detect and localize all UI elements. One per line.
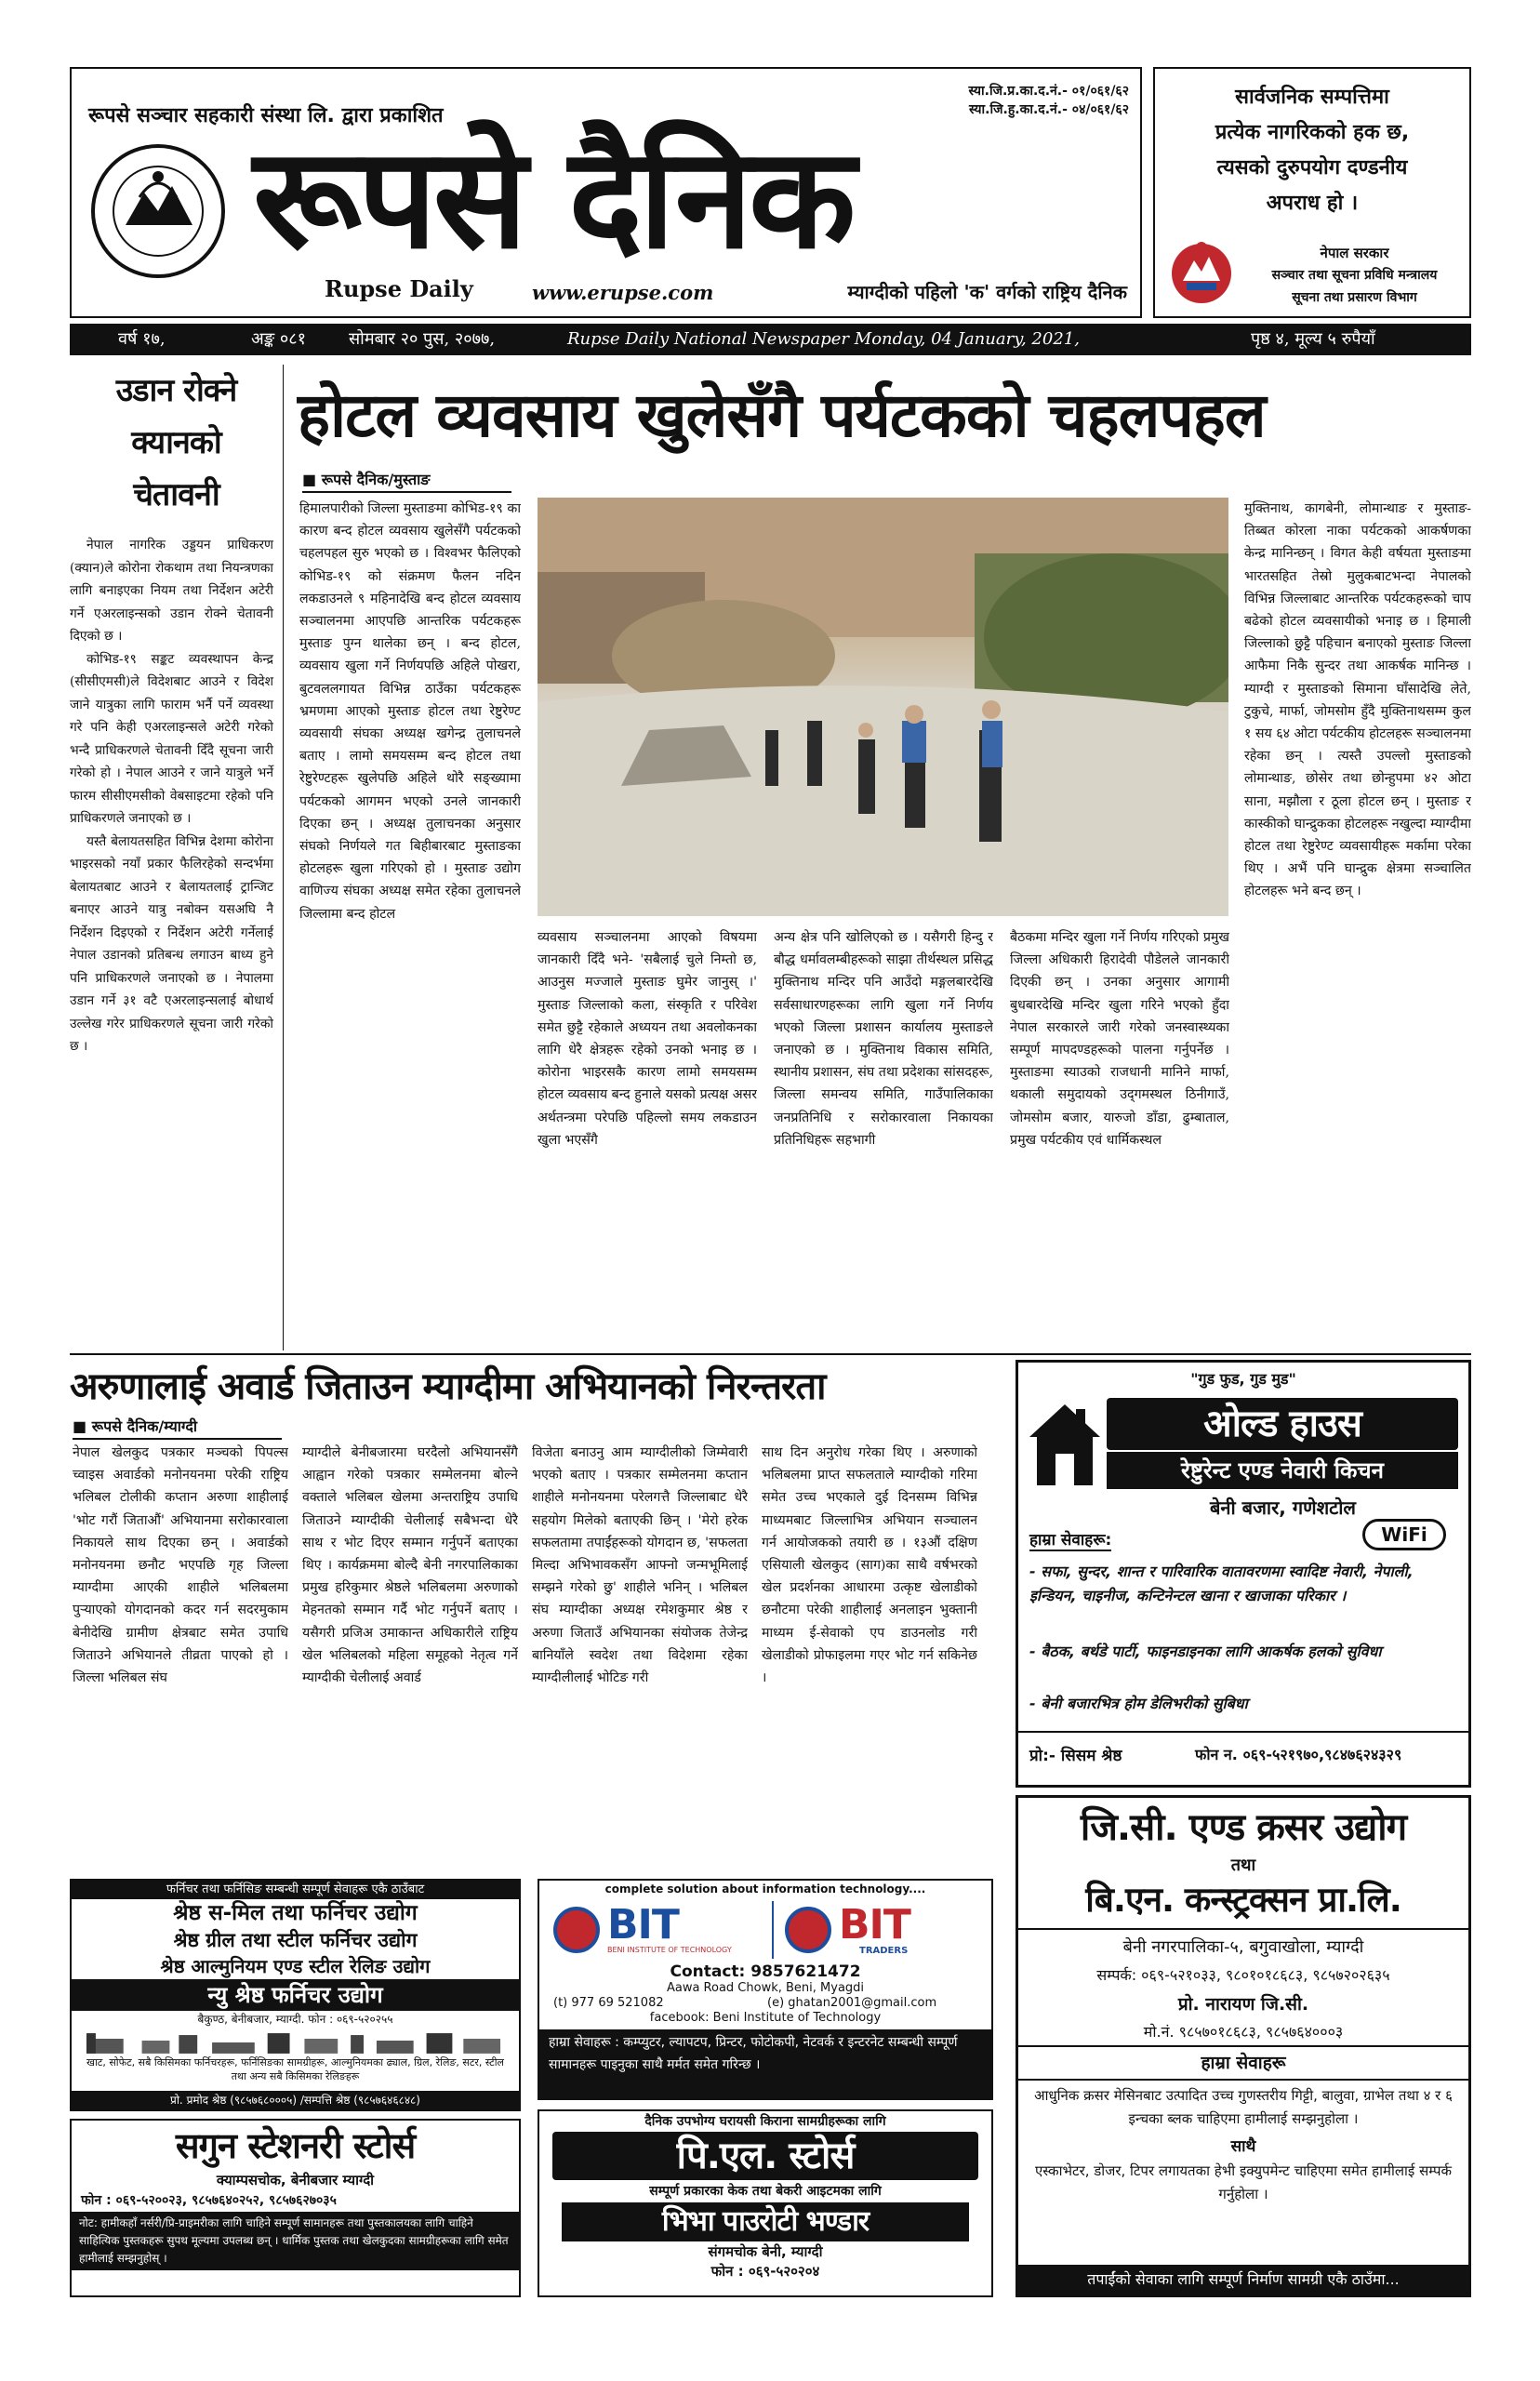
wifi-icon: WiFi	[1362, 1519, 1446, 1550]
ad-old-house-item: - सफा, सुन्दर, शान्त र पारिवारिक वातावरणमा स्वादिष्ट नेवारी, नेपाली, इन्डियन, चाइनीज, कन्टिनेन्टल खाना र खाजाका परिकार ।	[1029, 1563, 1414, 1604]
ad-pl-phone: फोन : ०६९-५२०२०४	[710, 2263, 820, 2280]
registration-line-1: स्या.जि.प्र.का.द.नं.- ०१/०६१/६२	[968, 84, 1129, 99]
ad-crusher-footer: तपाईंको सेवाका लागि सम्पूर्ण निर्माण सामग्री एकै ठाउँमा...	[1018, 2265, 1468, 2295]
ad-bit-contact: Contact: 9857621472	[670, 1962, 861, 1981]
ad-old-house-services-label: हाम्रा सेवाहरू:	[1029, 1528, 1111, 1551]
ad-bit-top: complete solution about information technology....	[604, 1882, 926, 1895]
dateline-issue: अङ्क ०८१	[251, 329, 306, 349]
side-story-title-1: उडान रोक्ने	[115, 372, 237, 409]
ad-sagun-note: नोट: हामीकहाँ नर्सरी/प्रि-प्राइमरीका लागि चाहिने सम्पूर्ण सामानहरू तथा पुस्तकालयका लागि चाहिने साहित्यिक पुस्तकहरू सुपथ मूल्यमा उपलब्ध छन् । धार्मिक पुस्तक तथा खेलकुदका सामग्रीहरूका लागि समेत हामीलाई सम्झनुहोस् ।	[72, 2212, 519, 2270]
title-english: Rupse Daily	[325, 275, 473, 302]
ad-furniture-footer: प्रो. प्रमोद श्रेष्ठ (९८५७६८०००५) /सम्पत्ति श्रेष्ठ (९८५७६४६८४८)	[72, 2091, 519, 2109]
dateline-nepali-date: सोमबार २० पुस, २०७७,	[349, 329, 496, 349]
public-notice-line-2: प्रत्येक नागरिकको हक छ,	[1215, 121, 1410, 144]
ad-old-house-proprietor: प्रो:- सिसम श्रेष्ठ	[1029, 1747, 1122, 1765]
lead-column-4: बैठकमा मन्दिर खुला गर्ने निर्णय गरिएको प्रमुख जिल्ला अधिकारी हिरादेवी पौडेलले जानकारी दिएकी छन् । उनका अनुसार आगामी बुधबारदेखि मन्दिर खुला गरिने भएको हुँदा नेपाल सरकारले जारी गरेको जनस्वास्थ्यका सम्पूर्ण मापदण्डहरूको पालना गर्नुपर्नेछ । मुस्ताङमा स्याउको राजधानी मानिने मार्फा, थकाली समुदायको उद्‍गमस्थल ठिनीगाउँ, जोमसोम बजार, यारुजो डाँडा, ढुम्बाताल, प्रमुख पर्यटकीय एवं धार्मिकस्थल	[1010, 930, 1229, 1148]
ad-pl-bakery: भिभा पाउरोटी भण्डार	[562, 2202, 969, 2241]
notice-org-3: सूचना तथा प्रसारण विभाग	[1292, 290, 1417, 305]
ad-bit-phone: (t) 977 69 521082	[553, 1996, 664, 2010]
ad-old-house-tag: "गुड फुड, गुड मुड"	[1190, 1370, 1296, 1388]
ad-furniture-line: न्यु श्रेष्ठ फर्निचर उद्योग	[72, 1979, 519, 2011]
registration-line-2: स्या.जि.हु.का.द.नं.- ०४/०६१/६२	[968, 102, 1129, 117]
ad-old-house-item: - बैठक, बर्थडे पार्टी, फाइनडाइनका लागि आकर्षक हलको सुविधा	[1029, 1643, 1382, 1660]
ad-old-house-phone: फोन न. ०६९-५२१९७०,९८४७६२४३२९	[1195, 1746, 1402, 1763]
ad-sagun-name: सगुन स्टेशनरी स्टोर्स	[175, 2125, 416, 2166]
ad-crusher-services-title: हाम्रा सेवाहरू	[1018, 2045, 1468, 2081]
ad-crusher-services-2: एस्काभेटर, डोजर, टिपर लगायतका हेभी इक्युपमेन्ट चाहिएमा समेत हामीलाई सम्पर्क गर्नुहोला ।	[1034, 2162, 1453, 2202]
masthead	[70, 67, 1142, 318]
ad-crusher	[1016, 1795, 1471, 2297]
ad-bit-services: हाम्रा सेवाहरू : कम्प्युटर, ल्यापटप, प्रिन्टर, फोटोकपी, नेटवर्क र इन्टरनेट सम्बन्धी सम्पूर्ण सामानहरू पाइनुका साथै मर्मत समेत गरिन्छ ।	[539, 2029, 991, 2098]
public-notice-line-4: अपराध हो ।	[1266, 192, 1359, 215]
ad-sagun-address: क्याम्पसचोक, बेनीबजार म्याग्दी	[216, 2172, 375, 2188]
bit-logo-left	[553, 1901, 749, 1959]
ad-pl-subtitle: सम्पूर्ण प्रकारका केक तथा बेकरी आइटमका लागि	[649, 2184, 882, 2199]
ad-furniture-description: खाट, सोफेट, सबै किसिमका फर्निचरहरू, फर्निसिङका सामग्रीहरू, आल्मुनियमका ढ्याल, ग्रिल, रेलिङ, सटर, स्टील तथा अन्य सबै किसिमका रेलिङहरू	[86, 2056, 505, 2082]
side-story-title-2: क्यानको	[131, 424, 221, 461]
public-notice-box	[1153, 67, 1471, 318]
ad-sagun	[70, 2119, 521, 2297]
dateline-pages: पृष्ठ ४, मूल्य ५ रुपैयाँ	[1251, 329, 1375, 349]
ad-crusher-mobile: मो.नं. ९८५७०१८६८३, ९८५७६४०००३	[1143, 2023, 1344, 2041]
trekkers-photo	[538, 498, 1228, 916]
bit-logo-right	[772, 1901, 976, 1959]
dateline-year: वर्ष १७,	[118, 329, 166, 349]
notice-org-1: नेपाल सरकार	[1320, 245, 1389, 261]
second-byline: ■ रूपसे दैनिक/म्याग्दी	[73, 1416, 282, 1440]
second-column-1: नेपाल खेलकुद पत्रकार मञ्चको पिपल्स च्वाइस अवार्डको मनोनयनमा परेकी राष्ट्रिय भलिबल टोलीकी कप्तान अरुणा शाहीलाई 'भोट गरौं जिताऔं' अभियानमा सरोकारवाला निकायले साथ दिएका छन् । अवार्डको मनोनयनमा छनौट भएपछि गृह जिल्ला म्याग्दीमा आएकी शाहीले भलिबलमा पुऱ्याएको योगदानको कदर गर्न सदरमुकाम बेनीदेखि ग्रामीण क्षेत्रबाट समेत उपाधि जिताउने अभियानले तीव्रता पाएको हो । जिल्ला भलिबल संघ	[73, 1445, 288, 1686]
side-story	[70, 365, 284, 1350]
ad-sagun-phone: फोन : ०६९-५२००२३, ९८५७६४०२५२, ९८५७६२७०३५	[81, 2193, 337, 2208]
lead-column-5: मुक्तिनाथ, कागबेनी, लोमान्थाङ र मुस्ताङ-तिब्बत कोरला नाका पर्यटकको आकर्षणका केन्द्र मानिन्छन् । विगत केही वर्षयता मुस्ताङमा भारतसहित तेस्रो मुलुकबाटभन्दा नेपालको विभिन्न जिल्लाबाट आन्तरिक पर्यटकहरूको चाप बढेको होटल व्यवसायीको भनाइ छ । हिमाली जिल्लाको छुट्टै पहिचान बनाएको मुस्ताङ जिल्ला आफैमा निकै सुन्दर तथा आकर्षक मानिन्छ । म्याग्दी र मुस्ताङको सिमाना घाँसादेखि लेते, टुकुचे, मार्फा, जोमसोम हुँदै मुक्तिनाथसम्म कुल १ सय ६४ ओटा पर्यटकीय होटलहरू सञ्चालनमा रहेका छन् । त्यस्तै उपल्लो मुस्ताङको लोमान्थाङ, छोसेर तथा छोन्हुपमा ४२ ओटा साना, मझौला र ठूला होटल छन् । मुस्ताङ र कास्कीको घान्द्रुकका होटलहरू नखुल्दा म्याग्दीमा होटल तथा रेष्टुरेण्ट व्यवसायीहरू मर्कामा परेका थिए । अभैं पनि घान्द्रुक क्षेत्रमा सञ्चालित होटलहरू भने बन्द छन् ।	[1244, 501, 1471, 899]
ad-furniture-line: श्रेष्ठ ग्रील तथा स्टील फर्निचर उद्योग	[173, 1929, 418, 1951]
logo-seal	[88, 141, 228, 281]
second-column-4: साथ दिन अनुरोध गरेका थिए । अरुणाको भलिबलमा प्राप्त सफलताले म्याग्दीको गरिमा समेत उच्च भएकाले दुई दिनसम्म विभिन्न माध्यमबाट जिल्लाभित्र अभियान सञ्चालन गर्न आयोजकको तयारी छ । १३औं दक्षिण एसियाली खेलकुद (साग)का साथै वर्षभरको खेल प्रदर्शनका आधारमा उत्कृष्ट खेलाडीको छनौटमा परेकी शाहीलाई अनलाइन भुक्तानी माध्यम ई-सेवाको एप डाउनलोड गरी खेलाडीको प्रोफाइलमा गएर भोट गर्न सकिनेछ ।	[762, 1445, 977, 1686]
globe-icon	[785, 1907, 831, 1953]
ad-crusher-name-2: बि.एन. कन्स्ट्रक्सन प्रा.लि.	[1085, 1880, 1401, 1920]
ad-old-house-item: - बेनी बजारभित्र होम डेलिभरीको सुबिधा	[1029, 1695, 1248, 1712]
ad-pl-stores	[538, 2109, 993, 2297]
globe-icon	[553, 1907, 600, 1953]
ad-pl-address: संगमचोक बेनी, म्याग्दी	[708, 2243, 823, 2260]
second-column-2: म्याग्दीले बेनीबजारमा घरदैलो अभियानसँगै आह्वान गरेको पत्रकार सम्मेलनमा बोल्ने वक्ताले भलिबल खेलमा अन्तराष्ट्रिय उपाधि जिताउने म्याग्दीकी चेलीलाई सबैभन्दा धेरै साथ र भोट दिएर सम्मान गर्नुपर्ने बताएका थिए । कार्यक्रममा बोल्दै बेनी नगरपालिकाका प्रमुख हरिकुमार श्रेष्ठले भलिबलमा अरुणाको मेहनतको सम्मान गर्दै भोट गर्नुपर्ने बताए । यसैगरी प्रजिअ उमाकान्त अधिकारीले राष्ट्रिय खेल भलिबलको महिला समूहको नेतृत्व गर्ने म्याग्दीकी चेलीलाई अवार्ड	[302, 1445, 518, 1686]
website: www.erupse.com	[532, 281, 714, 304]
side-story-paragraph: कोभिड-१९ सङ्कट व्यवस्थापन केन्द्र (सीसीएमसी)ले विदेशबाट आउने र विदेश जाने यात्रुका लागि फाराम भर्नै पर्ने व्यवस्था गरे पनि केही एअरलाइन्सले अटेरी गरेको भन्दै प्राधिकरणले चेतावनी दिँदै सूचना जारी गरेको हो । नेपाल आउने र जाने यात्रुले भर्ने फारम सीसीएमसीको वेबसाइटमा रहेको पनि प्राधिकरणले जनाएको छ ।	[70, 651, 273, 826]
ad-bit-email: (e) ghatan2001@gmail.com	[767, 1996, 937, 2010]
public-notice-line-1: सार्वजनिक सम्पत्तिमा	[1235, 86, 1389, 109]
ad-crusher-address: बेनी नगरपालिका-५, बगुवाखोला, म्याग्दी	[1122, 1937, 1364, 1957]
side-story-paragraph: यस्तै बेलायतसहित विभिन्न देशमा कोरोना भाइरसको नयाँ प्रकार फैलिरहेको सन्दर्भमा बेलायतबाट आउने र बेलायतलाई ट्रान्जिट बनाएर आउने यात्रु नबोक्न यसअघि नै निर्देशन दिइएको र निर्देशन अटेरी गर्नेलाई नेपाल उडानको प्रतिबन्ध लगाउन बाध्य हुने पनि प्राधिकरणले जनाएको छ । नेपालमा उडान गर्ने ३१ वटै एअरलाइन्सलाई बोधार्थ उल्लेख गरेर प्राधिकरणले सूचना जारी गरेको छ ।	[70, 833, 273, 1054]
ad-crusher-proprietor: प्रो. नारायण जि.सी.	[1177, 1994, 1309, 2015]
bit-logo-text: BIT	[607, 1901, 679, 1949]
side-story-paragraph: नेपाल नागरिक उड्डयन प्राधिकरण (क्यान)ले कोरोना रोकथाम तथा नियन्त्रणका लागि बनाइएका नियम तथा निर्देशन अटेरी गर्ने एअरलाइन्सको उडान रोक्ने चेतावनी दिएको छ ।	[70, 538, 273, 644]
divider	[1018, 1731, 1468, 1733]
furniture-icons	[72, 2028, 519, 2055]
bit-traders-text: BIT	[839, 1901, 910, 1949]
ad-furniture	[70, 1879, 521, 2111]
lead-byline: ■ रूपसे दैनिक/मुस्ताङ	[302, 469, 511, 493]
ad-pl-name: पि.एल. स्टोर्स	[552, 2132, 978, 2180]
ad-old-house-name: ओल्ड हाउस	[1107, 1398, 1458, 1450]
ad-bit-facebook: facebook: Beni Institute of Technology	[649, 2011, 882, 2025]
ad-pl-top: दैनिक उपभोग्य घरायसी किराना सामग्रीहरूका लागि	[644, 2114, 886, 2129]
dateline-english: Rupse Daily National Newspaper Monday, 04 January, 2021,	[567, 329, 1080, 349]
publisher-line: रूपसे सञ्चार सहकारी संस्था लि. द्वारा प्रकाशित	[88, 104, 444, 127]
lead-column-2: व्यवसाय सञ्चालनमा आएको विषयमा जानकारी दिँदै भने- 'सबैलाई चुले निम्तो छ, आउनुस मज्जाले मुस्ताङ घुमेर जानुस् ।' मुस्ताङ जिल्लाको कला, संस्कृति र परिवेश समेत छुट्टै रहेकाले अध्ययन तथा अवलोकनका लागि धेरै क्षेत्रहरू रहेको उनको भनाइ छ । कोरोना भाइरसकै कारण लामो समयसम्म होटल व्यवसाय बन्द हुनाले यसको प्रत्यक्ष असर अर्थतन्त्रमा परेपछि पहिल्लो समय लकडाउन खुला भएसँगै	[538, 930, 757, 1148]
slogan: म्याग्दीको पहिलो 'क' वर्गको राष्ट्रिय दैनिक	[847, 281, 1127, 303]
house-icon	[1028, 1400, 1102, 1488]
second-headline: अरुणालाई अवार्ड जिताउन म्याग्दीमा अभियानको निरन्तरता	[70, 1365, 826, 1408]
ad-crusher-services-1: आधुनिक क्रसर मेसिनबाट उत्पादित उच्च गुणस्तरीय गिट्टी, बालुवा, ग्राभेल तथा ४ र ६ इन्चका ब्लक चाहिएमा हामीलाई सम्झनुहोला ।	[1034, 2087, 1453, 2127]
bit-logo-subtitle: BENI INSTITUTE OF TECHNOLOGY	[607, 1946, 732, 1954]
ad-old-house-location: बेनी बजार, गणेशटोल	[1210, 1496, 1356, 1519]
ad-furniture-line: श्रेष्ठ आल्मुनियम एण्ड स्टील रेलिङ उद्योग	[160, 1955, 431, 1977]
dateline-bar	[70, 324, 1471, 355]
lead-headline: होटल व्यवसाय खुलेसँगै पर्यटकको चहलपहल	[298, 379, 1266, 451]
ad-old-house	[1016, 1360, 1471, 1788]
ad-old-house-subname: रेष्टुरेन्ट एण्ड नेवारी किचन	[1107, 1452, 1458, 1489]
lead-column-1: हिमालपारीको जिल्ला मुस्ताङमा कोभिड-१९ का कारण बन्द होटल व्यवसाय खुलेसँगै पर्यटकको चहलपहल सुरु भएको छ । विश्वभर फैलिएको कोभिड-१९ को संक्रमण फैलन नदिन लकडाउनले ९ महिनादेखि बन्द होटल व्यवसाय सञ्चालनमा आएपछि आन्तरिक पर्यटकहरू मुस्ताङ पुग्न थालेका छन् । बन्द होटल, व्यवसाय खुला गर्ने निर्णयपछि अहिले पोखरा, बुटवललगायत विभिन्न ठाउँका पर्यटकहरू भ्रमणमा आएको मुस्ताङ होटल तथा रेष्टुरेण्ट व्यवसायी संघका अध्यक्ष खगेन्द्र तुलाचनले बताए । लामो समयसम्म बन्द होटल तथा रेष्टुरेण्टहरू खुलेपछि अहिले थोरै सङ्ख्यामा पर्यटकको आगमन भएको उनले जानकारी दिएका छन् । अध्यक्ष तुलाचनका अनुसार संघको निर्णयले गत बिहीबारबाट मुस्ताङका होटलहरू खुला गरिएको हो । मुस्ताङ उद्योग वाणिज्य संघका अध्यक्ष समेत रहेका तुलाचनले जिल्लामा बन्द होटल	[299, 501, 521, 922]
ad-crusher-name-1: जि.सी. एण्ड क्रसर उद्योग	[1080, 1806, 1407, 1849]
side-story-body	[70, 534, 283, 1058]
newspaper-title: रूपसे दैनिक	[253, 118, 853, 280]
ad-furniture-address: बैकुण्ठ, बेनीबजार, म्याग्दी. फोन : ०६९-५२०२५५	[197, 2013, 393, 2026]
ad-bit-address: Aawa Road Chowk, Beni, Myagdi	[666, 1981, 865, 1995]
side-story-title-3: चेतावनी	[133, 476, 219, 513]
public-notice-line-3: त्यसको दुरुपयोग दण्डनीय	[1216, 156, 1408, 180]
ad-crusher-joiner: तथा	[1230, 1856, 1256, 1875]
ad-furniture-top: फर्निचर तथा फर्निसिङ सम्बन्धी सम्पूर्ण सेवाहरू एकै ठाउँबाट	[72, 1881, 519, 1899]
divider	[1018, 1928, 1468, 1930]
ad-bit	[538, 1879, 993, 2100]
ad-furniture-line: श्रेष्ठ स-मिल तथा फर्निचर उद्योग	[173, 1901, 418, 1925]
nepal-emblem-icon	[1164, 234, 1239, 309]
second-column-3: विजेता बनाउनु आम म्याग्दीलीको जिम्मेवारी भएको बताए । पत्रकार सम्मेलनमा कप्तान शाहीले मनोनयनमा परेलगत्तै जिल्लाबाट धेरै सहयोग मिलेको बताएकी छिन् । 'मेरो हरेक सफलतामा तपाईंहरूको योगदान छ, 'सफलता मिल्दा अभिभावकसँग आफ्नो जन्मभूमिलाई सम्झने गरेको छु' शाहीले भनिन् । भलिबल संघ म्याग्दीका अध्यक्ष रमेशकुमार श्रेष्ठ र अरुणा जिताउँ अभियानका संयोजक तेजेन्द्र बानियाँले स्वदेश तथा विदेशमा रहेका म्याग्दीलीलाई भोटिङ गरी	[532, 1445, 748, 1686]
lead-column-3: अन्य क्षेत्र पनि खोलिएको छ । यसैगरी हिन्दु र बौद्ध धर्मावलम्बीहरूको साझा तीर्थस्थल प्रसिद्ध मुक्तिनाथ मन्दिर पनि आउँदो मङ्गलबारदेखि सर्वसाधारणहरूका लागि खुला गर्ने निर्णय भएको जिल्ला प्रशासन कार्यालय मुस्ताङले जनाएको छ । मुक्तिनाथ विकास समिति, स्थानीय प्रशासन, संघ तथा प्रदेशका सांसदहरू, जिल्ला समन्वय समिति, गाउँपालिकाका जनप्रतिनिधि र सरोकारवाला निकायका प्रतिनिधिहरू सहभागी	[774, 930, 993, 1148]
ad-crusher-contact: सम्पर्क: ०६९-५२१०३३, ९८०१०१८६८३, ९८५७२०२६३५	[1096, 1966, 1390, 1984]
bit-traders-subtitle: TRADERS	[859, 1946, 909, 1956]
divider	[70, 1353, 1471, 1355]
notice-org-2: सञ्चार तथा सूचना प्रविधि मन्त्रालय	[1271, 268, 1438, 283]
ad-crusher-with: साथै	[1230, 2137, 1256, 2156]
